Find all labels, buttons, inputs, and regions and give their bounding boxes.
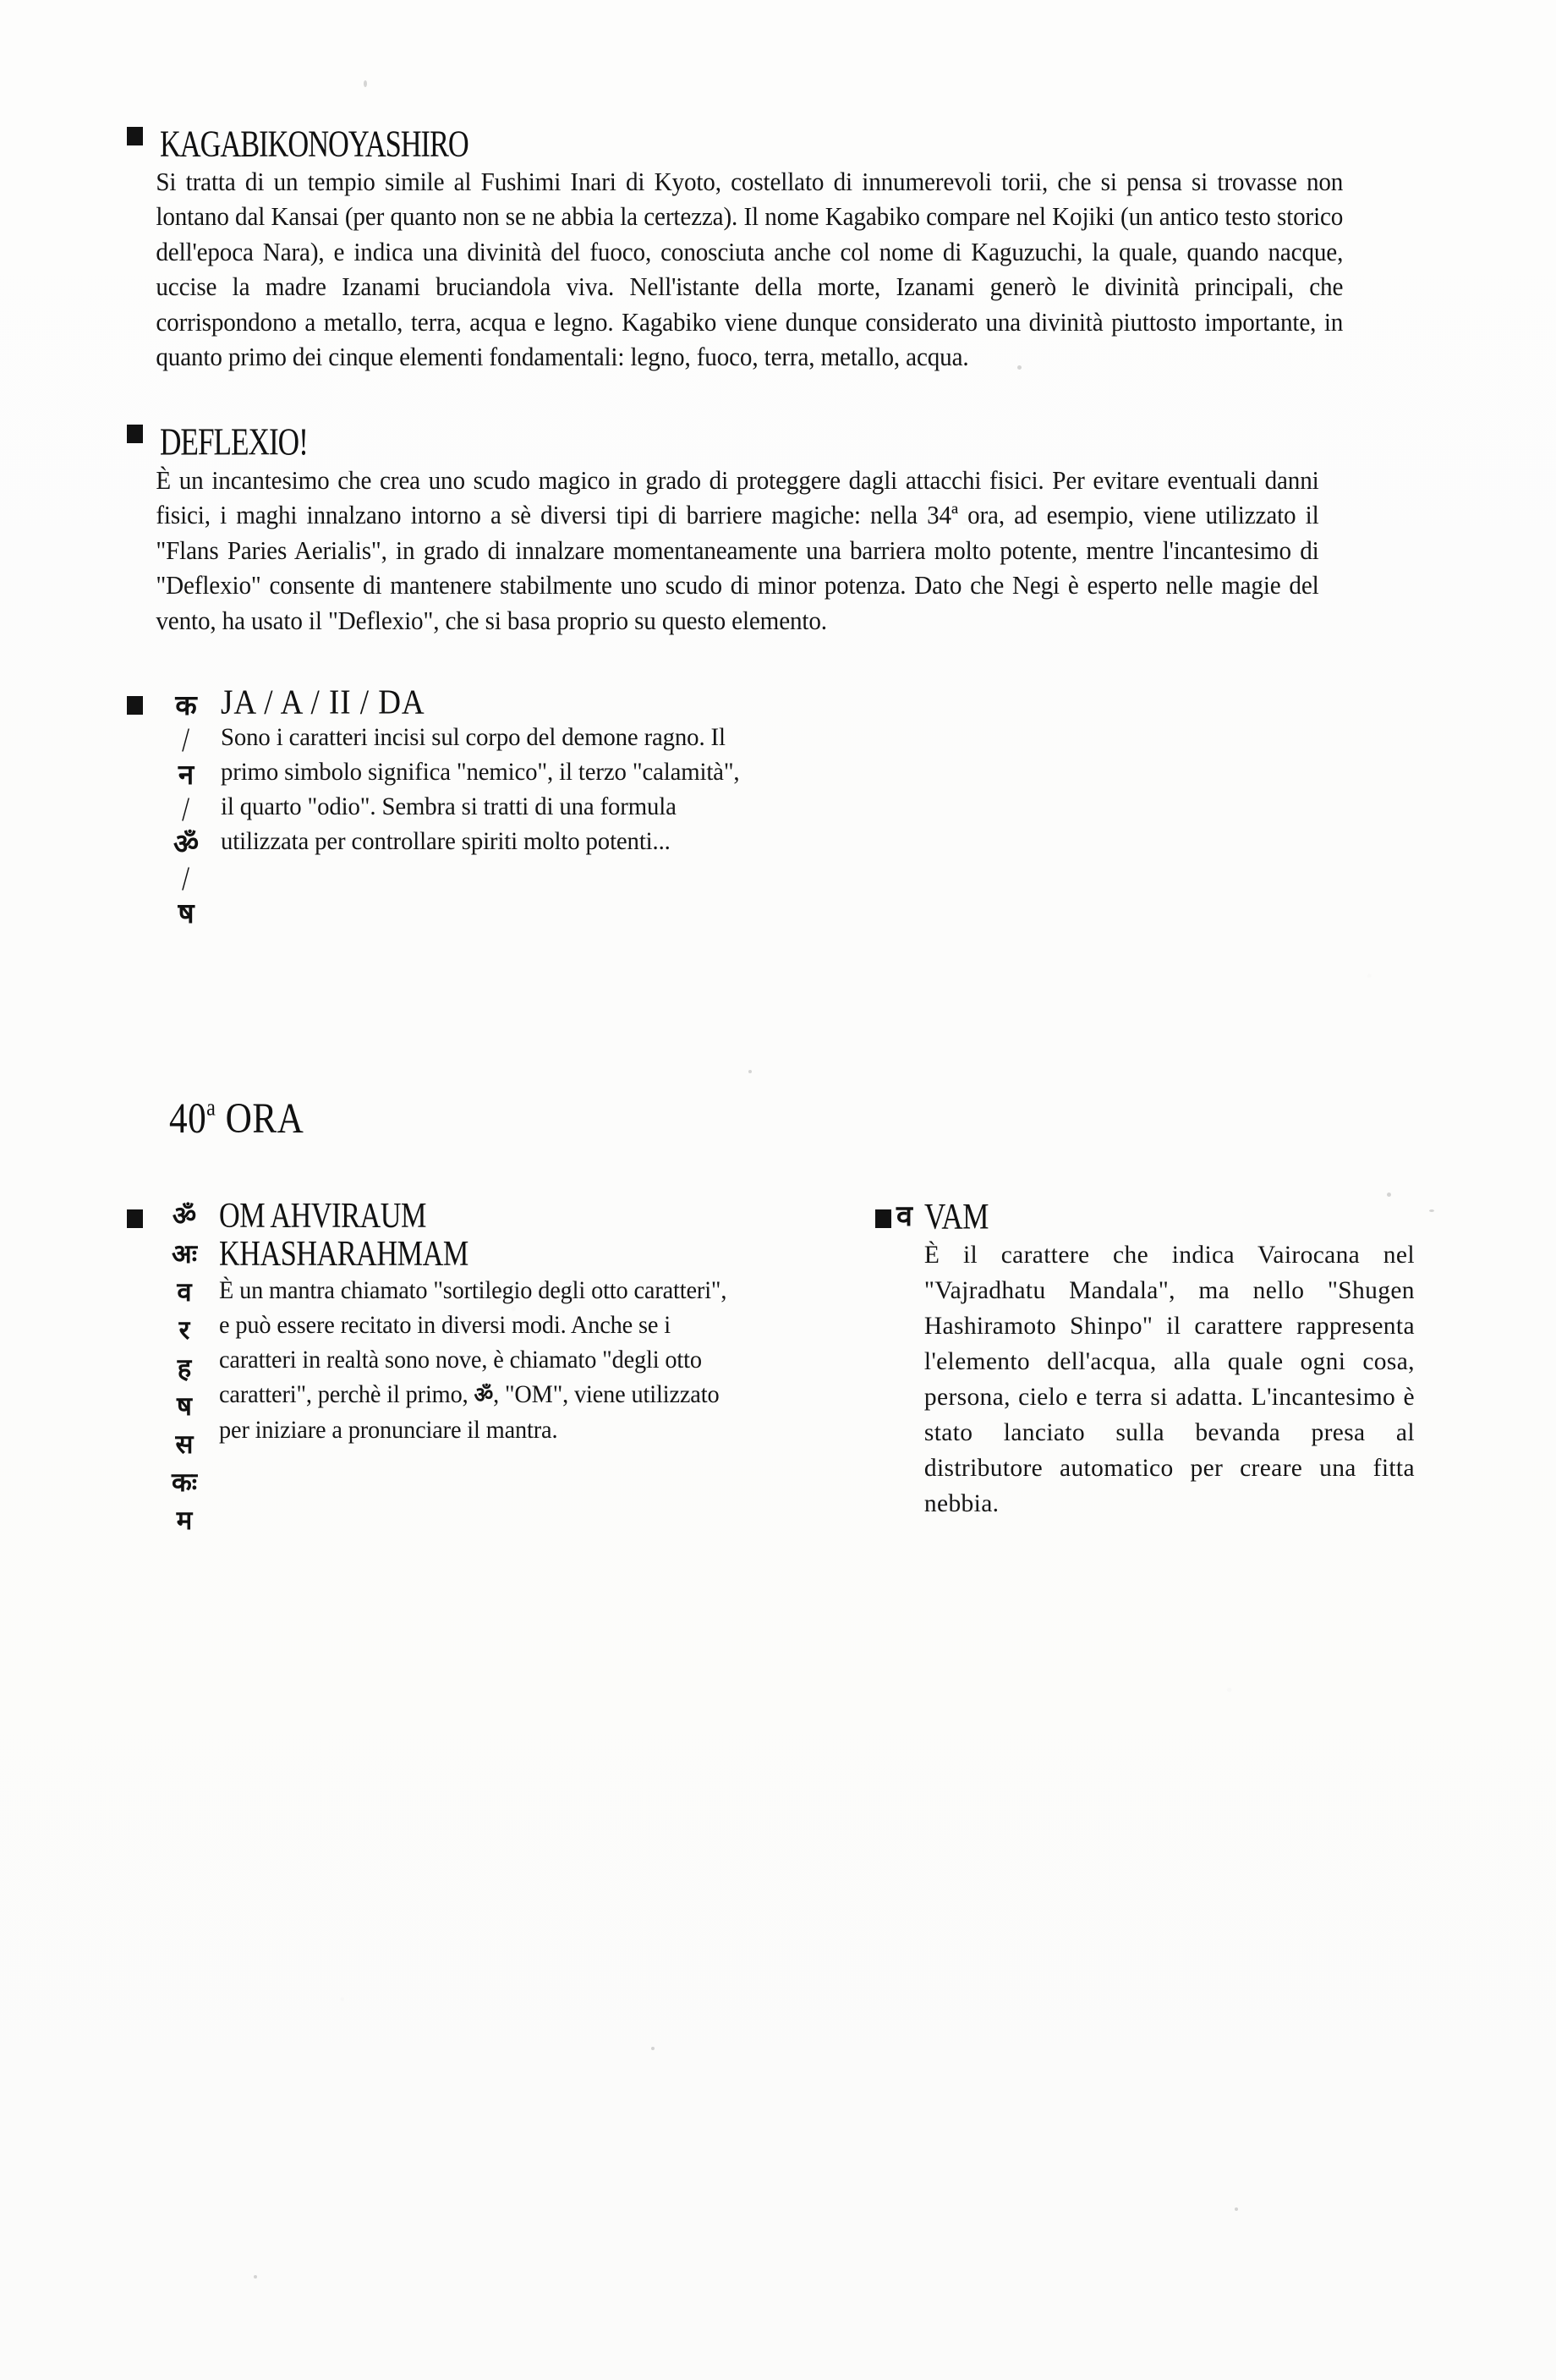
body-kagabikonoyashiro: Si tratta di un tempio simile al Fushimi Inari di Kyoto, costellato di innumerevoli torii, che si pensa si trovasse non lontano dal Kansai (per quanto non se ne abbia la certezza). Il nome Kagabiko compare nel Kojiki (un antico testo storico dell'epoca Nara), e indica una divinità del fuoco, conosciuta anche col nome di Kaguzuchi, la quale, quando nacque, uccise la madre Izanami bruciandola viva. Nell'istante della morte, Izanami generò le divinità principali, che corrispondono a metallo, terra, acqua e legno. Kagabiko viene dunque considerato una divinità piuttosto importante, in quanto primo dei cinque elementi fondamentali: legno, fuoco, terra, metallo, acqua. (156, 167, 1344, 372)
section-ja-a-ii-da (127, 683, 1446, 930)
siddham-da-glyph: ष (178, 897, 194, 930)
siddham-ii-glyph: ॐ (173, 827, 200, 861)
siddham-mantra-glyph-column (160, 1198, 209, 1540)
siddham-va-glyph: व (177, 1277, 192, 1308)
body-deflexio: È un incantesimo che crea uno scudo magico in grado di proteggere dagli attacchi fisici. Per evitare eventuali danni fisici, i maghi innalzano intorno a sè diversi tipi di barriere magiche: nella 34ª ora, ad esempio, viene utilizzato il "Flans Paries Aerialis", in grado di innalzare momentaneamente una barriera molto potente, mentre l'incantesimo di "Deflexio" consente di mantenere stabilmente uno scudo di minor potenza. Dato che Negi è esperto nelle magie del vento, ha usato il "Deflexio", che si basa proprio su questo elemento. (156, 465, 1319, 635)
section-vam (875, 1198, 1416, 1522)
siddham-ra-glyph: र (178, 1315, 190, 1346)
scan-speck (254, 2275, 257, 2279)
heading-vam: VAM (923, 1196, 989, 1237)
body-om-mantra (219, 1274, 738, 1448)
siddham-sa-glyph: स (175, 1429, 194, 1461)
scan-speck (364, 80, 367, 87)
section-om-ahviraum-khasharahmam (127, 1198, 841, 1540)
square-bullet-icon (875, 1209, 891, 1228)
body-vam: È il carattere che indica Vairocana nel "Vajradhatu Mandala", ma nello "Shugen Hashiramoto Shinpo" il carattere rappresenta l'elemento dell'acqua, alla quale ogni cosa, persona, cielo e terra si adatta. L'incantesimo è stato lanciato sulla bevanda presa al distributore automatico per creare una fitta nebbia. (923, 1242, 1415, 1518)
heading-kagabikonoyashiro: KAGABIKONOYASHIRO (160, 122, 468, 165)
siddham-ja-glyph: क (175, 688, 197, 722)
scan-speck (651, 2047, 655, 2050)
siddham-ha-glyph: ह (177, 1353, 192, 1385)
siddham-ka-glyph: कः (171, 1467, 198, 1499)
heading-om-ahviraum: OM AHVIRAUM (219, 1196, 426, 1237)
body-om-mantra-part-1: È un mantra chiamato "sortilegio degli otto caratteri", e può essere recitato in diversi modi. Anche se i caratteri in realtà sono nove, è chiamato "degli otto caratteri", perchè il primo, (219, 1277, 727, 1409)
slash-separator: / (182, 721, 190, 760)
section-heading-row (127, 419, 1446, 463)
body-ja-a-ii-da: Sono i caratteri incisi sul corpo del demone ragno. Il primo simbolo significa "nemico", il terzo "calamità", il quarto "odio". Sembra si tratti di una formula utilizzata per controllare spiriti molto potenti... (221, 722, 740, 855)
hour-heading (169, 1094, 1344, 1143)
heading-khasharahmam: KHASHARAHMAM (219, 1234, 468, 1275)
siddham-ma-glyph: म (176, 1505, 193, 1537)
slash-separator: / (182, 790, 190, 829)
hour-ordinal: a (206, 1094, 216, 1121)
square-bullet-icon (127, 696, 143, 715)
square-bullet-icon (127, 127, 143, 145)
scan-speck (1235, 2207, 1238, 2211)
square-bullet-icon (127, 425, 143, 443)
heading-ja-a-ii-da: JA / A / II / DA (221, 683, 425, 722)
ja-text-column (221, 683, 1446, 858)
heading-deflexio: DEFLEXIO! (160, 419, 308, 463)
siddham-glyph-column (160, 688, 212, 930)
page-content (127, 122, 1446, 1540)
vam-text-column (924, 1198, 1415, 1522)
hour-number: 40 (169, 1095, 207, 1143)
square-bullet-icon (127, 1209, 143, 1228)
siddham-om-inline-glyph: ॐ (474, 1383, 494, 1409)
slash-separator: / (182, 859, 190, 898)
siddham-om-glyph: ॐ (172, 1201, 197, 1232)
siddham-sha-glyph: ष (177, 1391, 192, 1423)
siddham-ah-glyph: अः (172, 1239, 197, 1270)
section-deflexio (127, 419, 1446, 639)
section-heading-row (221, 683, 1446, 722)
siddham-a-glyph: न (178, 758, 194, 792)
siddham-vam-glyph: व (896, 1199, 912, 1234)
body-om-mantra-part-2: , "OM", viene utilizzato per iniziare a pronunciare il mantra. (219, 1381, 720, 1445)
om-text-column (219, 1198, 760, 1448)
section-heading-row (127, 122, 1446, 165)
bottom-two-columns (127, 1198, 1446, 1540)
section-kagabikonoyashiro (127, 122, 1446, 376)
hour-label: ORA (225, 1095, 304, 1143)
